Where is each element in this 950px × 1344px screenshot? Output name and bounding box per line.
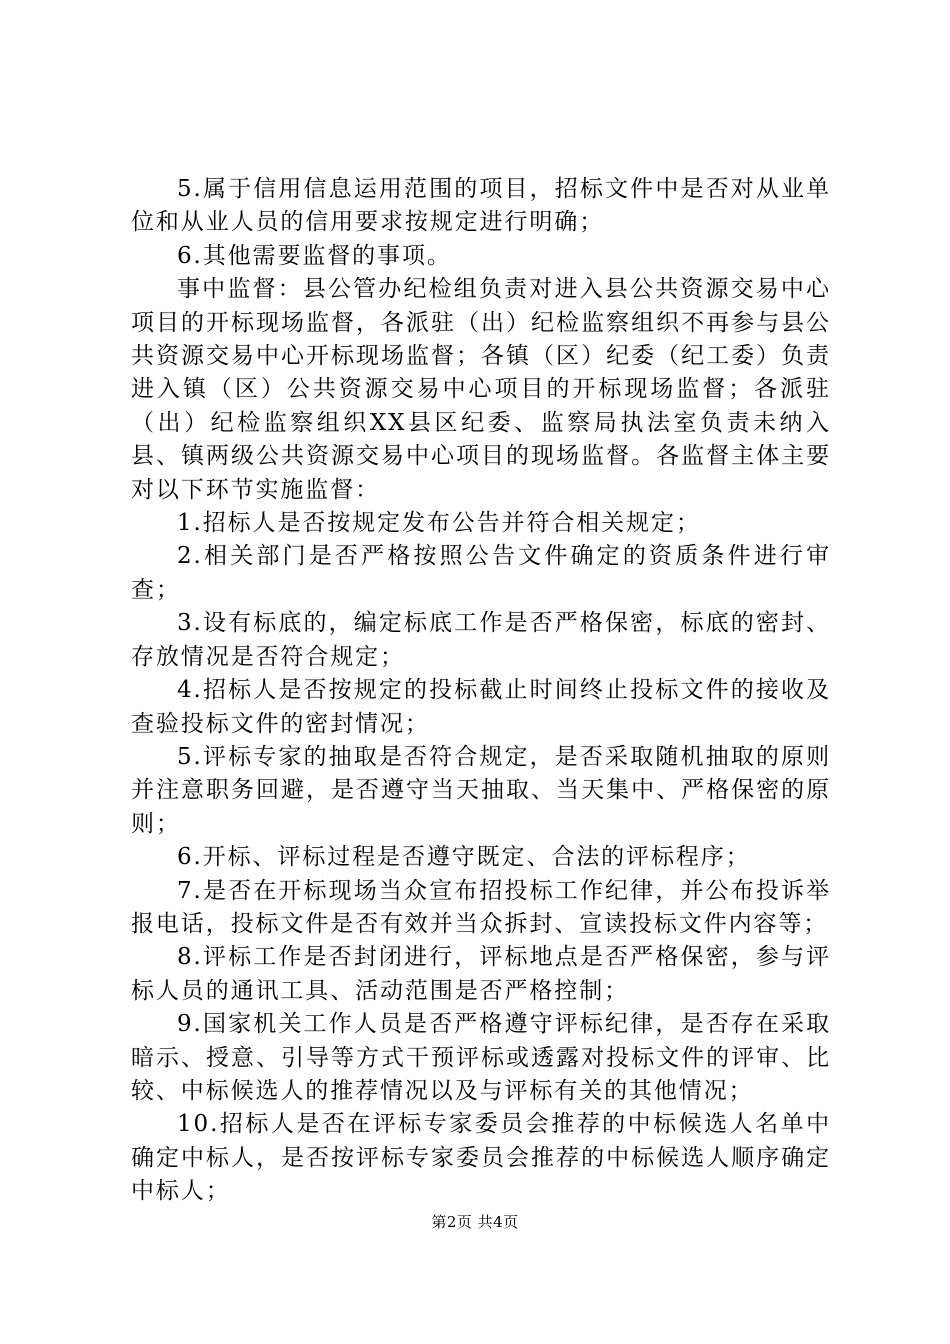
paragraph-list-item-8: 8.评标工作是否封闭进行，评标地点是否严格保密，参与评标人员的通讯工具、活动范围是否严格控制； [131, 944, 831, 1004]
page-footer [0, 1212, 950, 1232]
paragraph-list-item-6: 6.开标、评标过程是否遵守既定、合法的评标程序； [177, 844, 751, 871]
paragraph-item-5-credit: 5.属于信用信息运用范围的项目，招标文件中是否对从业单位和从业人员的信用要求按规定进行明确； [131, 176, 831, 236]
paragraph-list-item-4: 4.招标人是否按规定的投标截止时间终止投标文件的接收及查验投标文件的密封情况； [131, 677, 831, 737]
paragraph-list-item-1: 1.招标人是否按规定发布公告并符合相关规定； [177, 510, 701, 537]
paragraph-list-item-5: 5.评标专家的抽取是否符合规定，是否采取随机抽取的原则并注意职务回避，是否遵守当天抽取、当天集中、严格保密的原则； [131, 743, 831, 837]
paragraph-list-item-7: 7.是否在开标现场当众宣布招投标工作纪律，并公布投诉举报电话，投标文件是否有效并当众拆封、宣读投标文件内容等； [131, 877, 831, 937]
document-body [131, 173, 831, 1209]
paragraph-in-process-supervision: 事中监督：县公管办纪检组负责对进入县公共资源交易中心项目的开标现场监督，各派驻（出）纪检监察组织不再参与县公共资源交易中心开标现场监督；各镇（区）纪委（纪工委）负责进入镇（区）公共资源交易中心项目的开标现场监督；各派驻（出）纪检监察组织XX县区纪委、监察局执法室负责未纳入县、镇两级公共资源交易中心项目的现场监督。各监督主体主要对以下环节实施监督： [131, 276, 831, 503]
page-number: 第2页 共4页 [431, 1213, 519, 1231]
paragraph-list-item-2: 2.相关部门是否严格按照公告文件确定的资质条件进行审查； [131, 543, 831, 603]
paragraph-item-6-other: 6.其他需要监督的事项。 [177, 242, 452, 269]
paragraph-list-item-10: 10.招标人是否在评标专家委员会推荐的中标候选人名单中确定中标人，是否按评标专家委员会推荐的中标候选人顺序确定中标人； [131, 1111, 831, 1205]
paragraph-list-item-3: 3.设有标底的，编定标底工作是否严格保密，标底的密封、存放情况是否符合规定； [131, 610, 831, 670]
paragraph-list-item-9: 9.国家机关工作人员是否严格遵守评标纪律，是否存在采取暗示、授意、引导等方式干预评标或透露对投标文件的评审、比较、中标候选人的推荐情况以及与评标有关的其他情况； [131, 1011, 831, 1104]
